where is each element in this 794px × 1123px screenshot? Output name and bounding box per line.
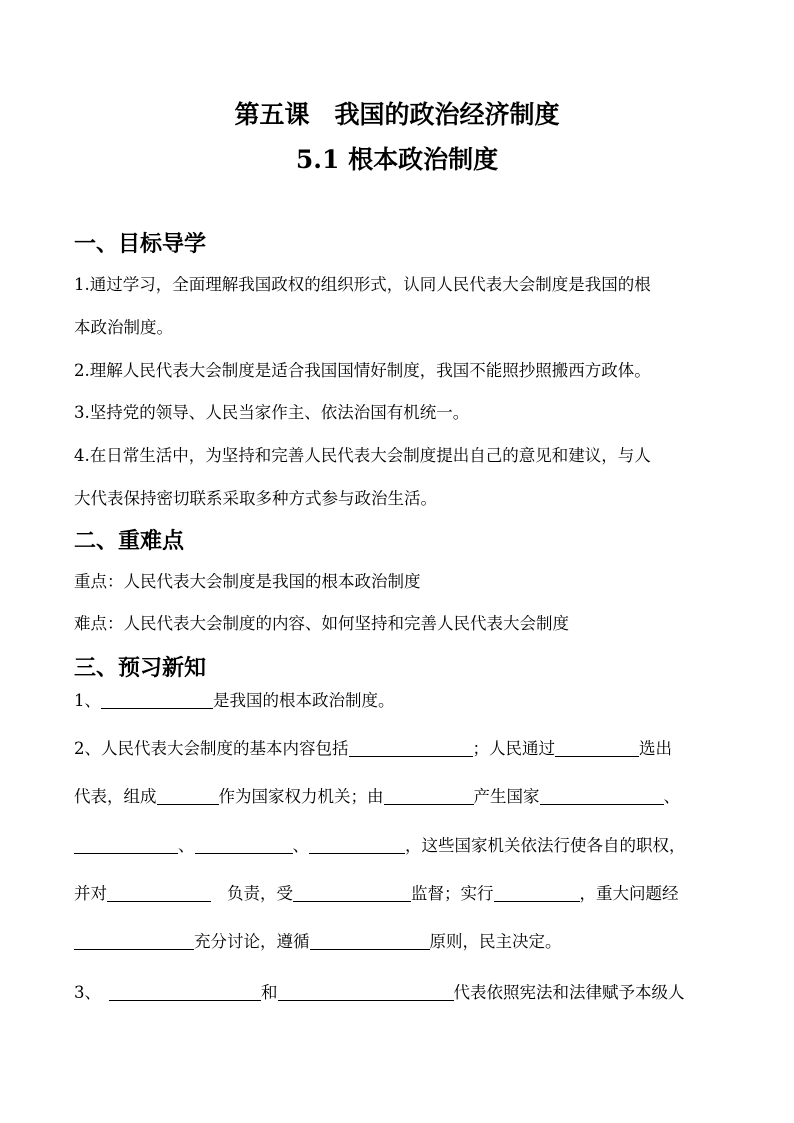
question-2-line-3: [74, 836, 686, 856]
q2-text: ；人民通过: [472, 739, 555, 758]
goal-line-1: 1.通过学习，全面理解我国政权的组织形式，认同人民代表大会制度是我国的根: [74, 275, 651, 294]
question-1: [74, 691, 395, 711]
goal-line-5: 4.在日常生活中，为坚持和完善人民代表大会制度提出自己的意见和建议，与人: [74, 446, 651, 465]
question-2-line-5: [74, 932, 562, 952]
fill-blank[interactable]: [278, 984, 454, 1001]
q3-text: 3、: [74, 983, 101, 1002]
q2-text: 产生国家: [473, 787, 540, 806]
question-3: [74, 983, 685, 1003]
fill-blank[interactable]: [74, 933, 194, 950]
q2-text: 负责，受: [227, 884, 293, 903]
goal-line-3: 2.理解人民代表大会制度是适合我国国情好制度，我国不能照抄照搬西方政体。: [74, 361, 651, 380]
section-heading-goals: 一、目标导学: [74, 231, 207, 257]
question-2-line-2: [74, 787, 680, 807]
q2-text: 、: [292, 836, 309, 855]
fill-blank[interactable]: [494, 885, 580, 902]
difficult-point: 难点：人民代表大会制度的内容、如何坚持和完善人民代表大会制度: [74, 614, 569, 633]
q2-text: 并对: [74, 884, 107, 903]
fill-blank[interactable]: [555, 740, 639, 757]
q2-text: 作为国家权力机关；由: [218, 787, 384, 806]
q2-text: 2、人民代表大会制度的基本内容包括: [74, 739, 349, 758]
goal-line-6: 大代表保持密切联系采取多种方式参与政治生活。: [74, 489, 437, 508]
q3-text: 和: [261, 983, 278, 1002]
q2-text: 充分讨论，遵循: [194, 932, 310, 951]
section-heading-key-points: 二、重难点: [74, 528, 185, 554]
q1-suffix: 是我国的根本政治制度。: [213, 691, 395, 710]
fill-blank[interactable]: [384, 788, 474, 805]
q2-text: ，这些国家机关依法行使各自的职权，: [405, 836, 686, 855]
lesson-title: 第五课 我国的政治经济制度: [234, 100, 560, 129]
fill-blank[interactable]: [310, 933, 430, 950]
fill-blank[interactable]: [349, 740, 473, 757]
goal-line-4: 3.坚持党的领导、人民当家作主、依法治国有机统一。: [74, 403, 470, 422]
q2-text: 选出: [639, 739, 672, 758]
q2-text: 原则，民主决定。: [429, 932, 562, 951]
lesson-subtitle: 5.1 根本政治制度: [295, 145, 499, 174]
goal-line-2: 本政治制度。: [74, 318, 173, 337]
fill-blank[interactable]: [107, 885, 211, 902]
fill-blank[interactable]: [101, 692, 213, 709]
question-2-line-4: [74, 884, 679, 904]
fill-blank[interactable]: [74, 837, 178, 854]
fill-blank[interactable]: [109, 984, 261, 1001]
question-2-line-1: [74, 739, 672, 759]
q2-text: 监督；实行: [411, 884, 494, 903]
section-heading-preview: 三、预习新知: [74, 655, 207, 681]
q2-text: 代表，组成: [74, 787, 157, 806]
q3-text: 代表依照宪法和法律赋予本级人: [453, 983, 685, 1002]
q1-prefix: 1、: [74, 691, 101, 710]
fill-blank[interactable]: [540, 788, 664, 805]
key-point: 重点：人民代表大会制度是我国的根本政治制度: [74, 572, 421, 591]
fill-blank[interactable]: [157, 788, 219, 805]
fill-blank[interactable]: [195, 837, 293, 854]
q2-text: 、: [178, 836, 195, 855]
fill-blank[interactable]: [309, 837, 405, 854]
q2-text: 、: [663, 787, 680, 806]
fill-blank[interactable]: [293, 885, 411, 902]
q2-text: ，重大问题经: [579, 884, 679, 903]
